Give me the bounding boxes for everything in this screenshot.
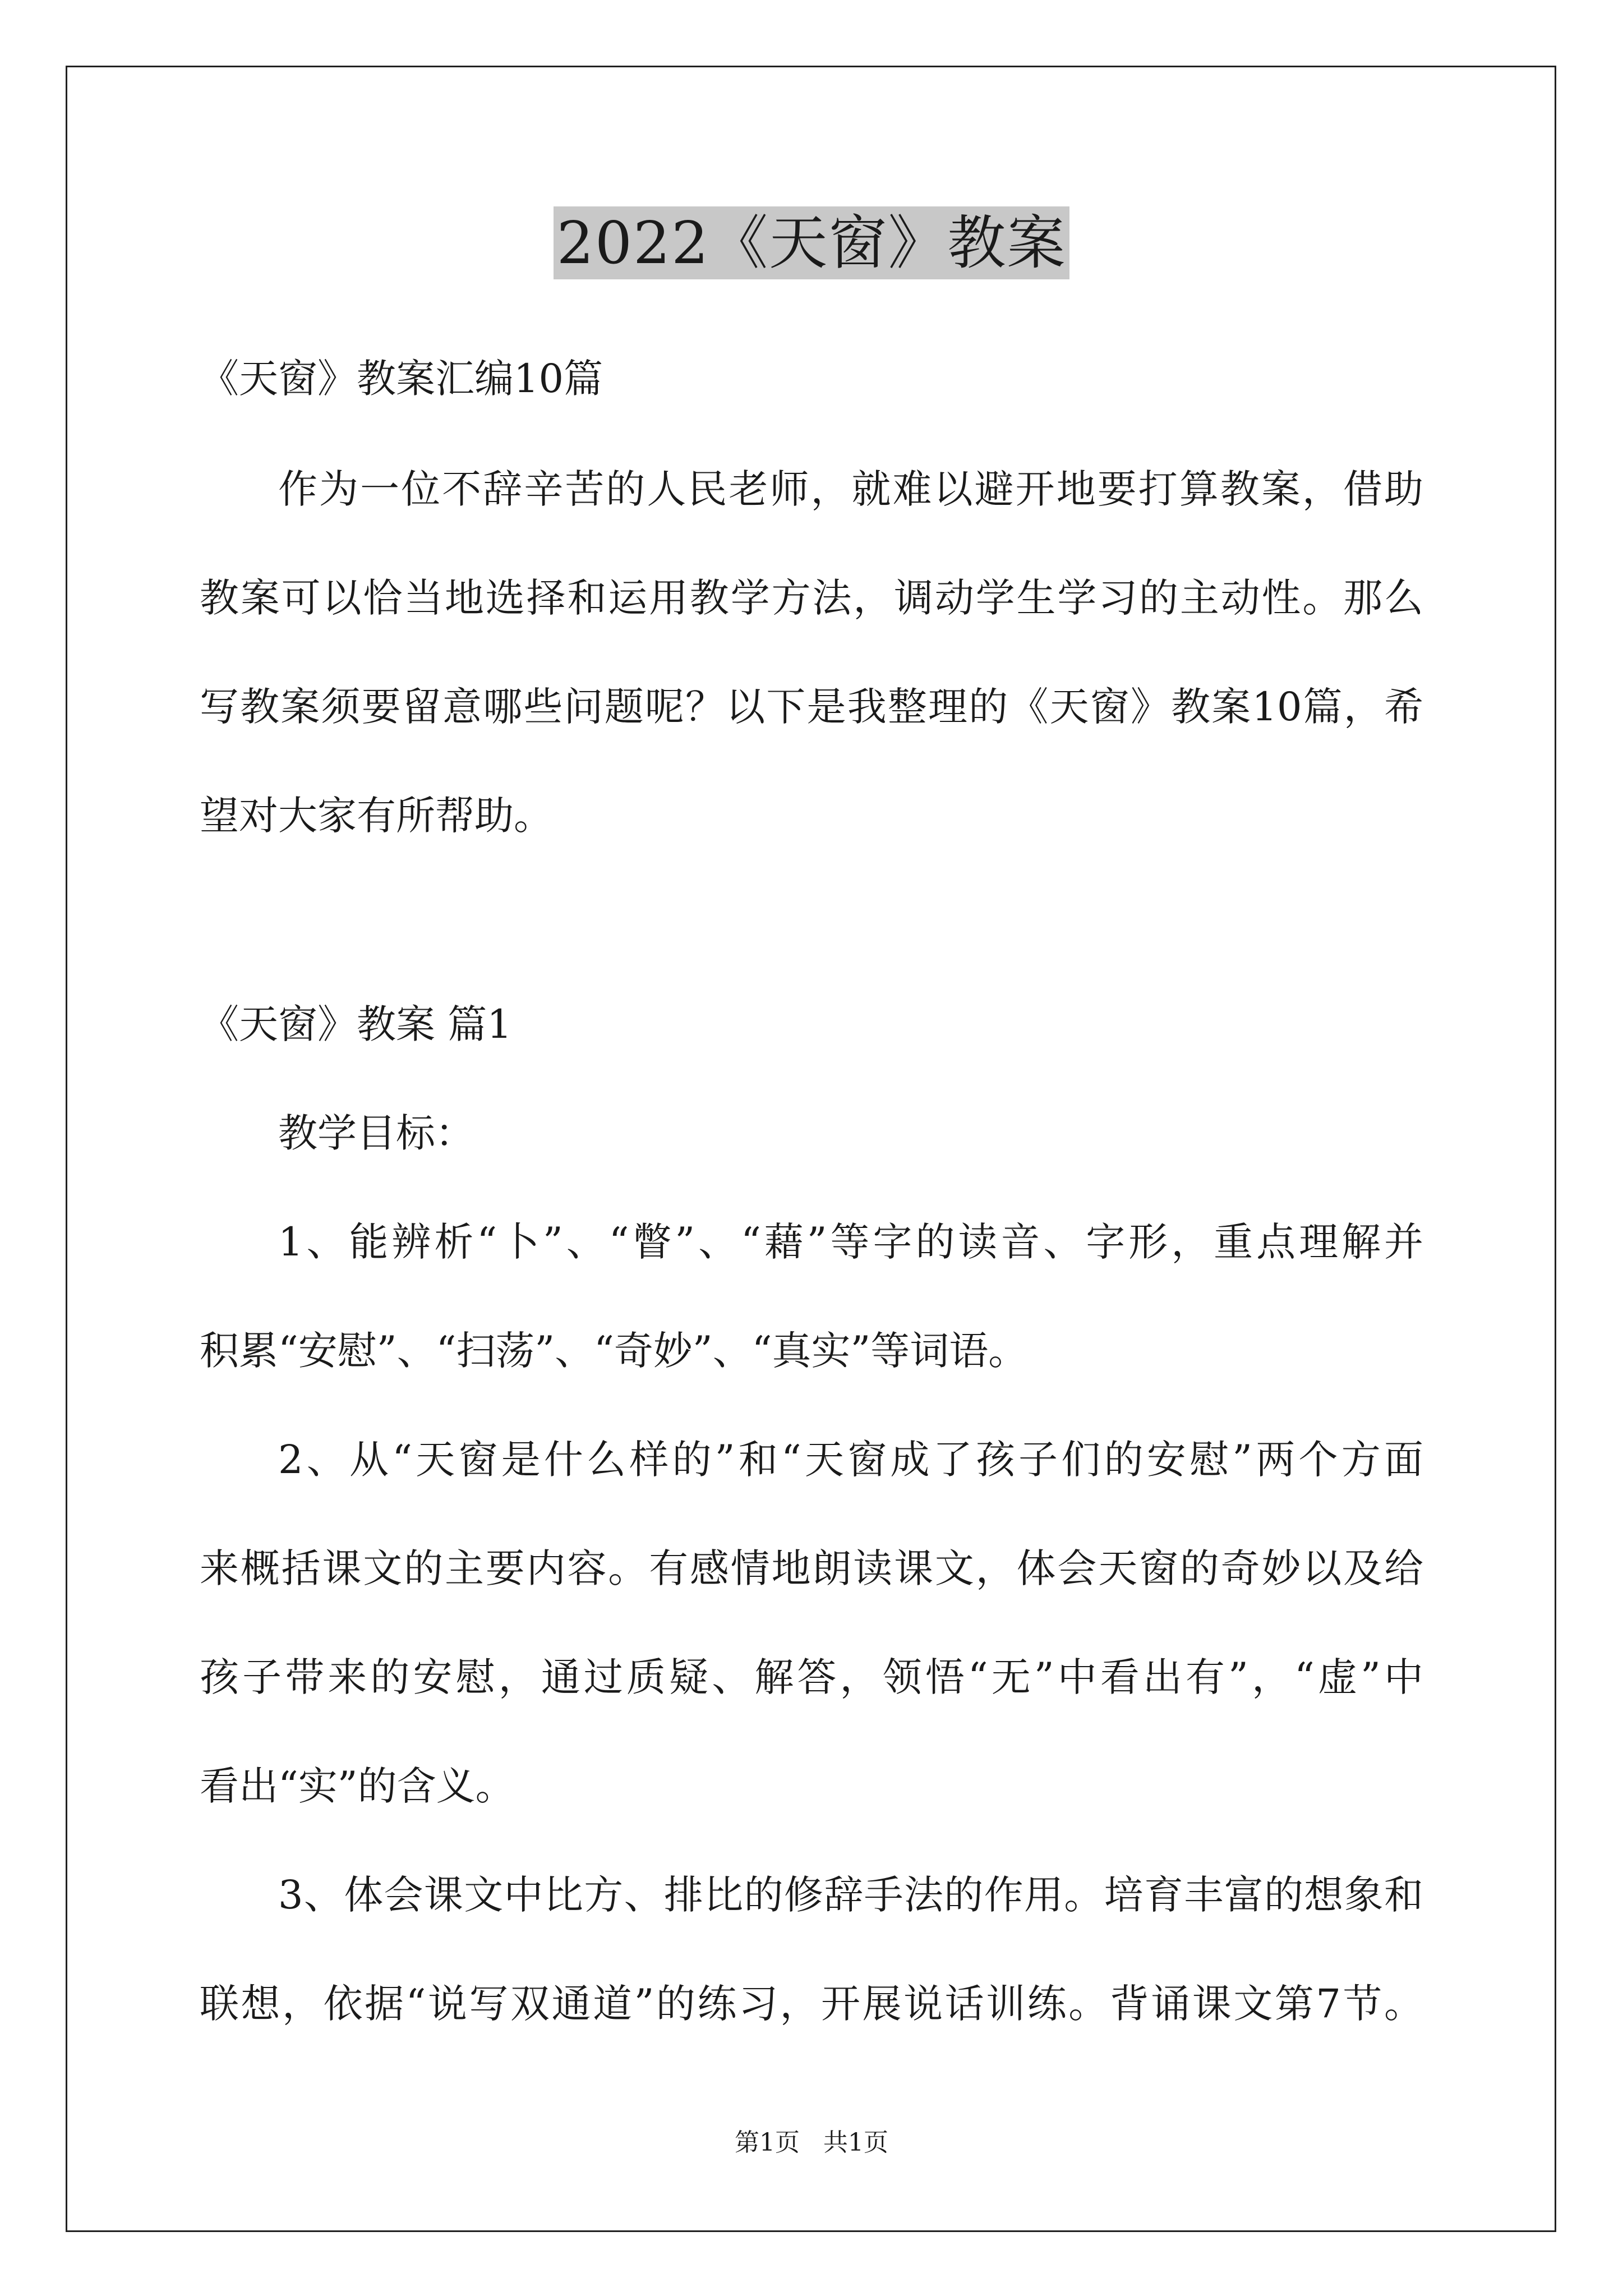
objectives-label: 教学目标： xyxy=(278,1110,474,1156)
objective-1-line-1: 1、能辨析“卜”、“瞥”、“藉”等字的读音、字形，重点理解并 xyxy=(278,1219,1423,1265)
objective-2-line-2: 来概括课文的主要内容。有感情地朗读课文，体会天窗的奇妙以及给 xyxy=(200,1545,1423,1591)
objective-2-line-4: 看出“实”的含义。 xyxy=(200,1763,515,1809)
objective-2-line-1: 2、从“天窗是什么样的”和“天窗成了孩子们的安慰”两个方面 xyxy=(278,1437,1423,1483)
document-subtitle: 《天窗》教案汇编10篇 xyxy=(200,356,603,402)
objective-3-line-1: 3、体会课文中比方、排比的修辞手法的作用。培育丰富的想象和 xyxy=(278,1872,1423,1918)
intro-line-2: 教案可以恰当地选择和运用教学方法，调动学生学习的主动性。那么 xyxy=(200,575,1423,621)
page-footer: 第1页 共1页 xyxy=(735,2128,888,2157)
intro-line-1: 作为一位不辞辛苦的人民老师，就难以避开地要打算教案，借助 xyxy=(278,466,1423,512)
section-heading: 《天窗》教案 篇1 xyxy=(200,1001,512,1047)
title-container xyxy=(0,206,1623,279)
intro-line-3: 写教案须要留意哪些问题呢？以下是我整理的《天窗》教案10篇，希 xyxy=(200,684,1423,730)
intro-line-4: 望对大家有所帮助。 xyxy=(200,793,553,839)
document-title: 2022《天窗》教案 xyxy=(554,206,1070,279)
objective-1-line-2: 积累“安慰”、“扫荡”、“奇妙”、“真实”等词语。 xyxy=(200,1328,1028,1374)
objective-3-line-2: 联想，依据“说写双通道”的练习，开展说话训练。背诵课文第7节。 xyxy=(200,1981,1423,2027)
objective-2-line-3: 孩子带来的安慰，通过质疑、解答，领悟“无”中看出有”，“虚”中 xyxy=(200,1654,1423,1700)
